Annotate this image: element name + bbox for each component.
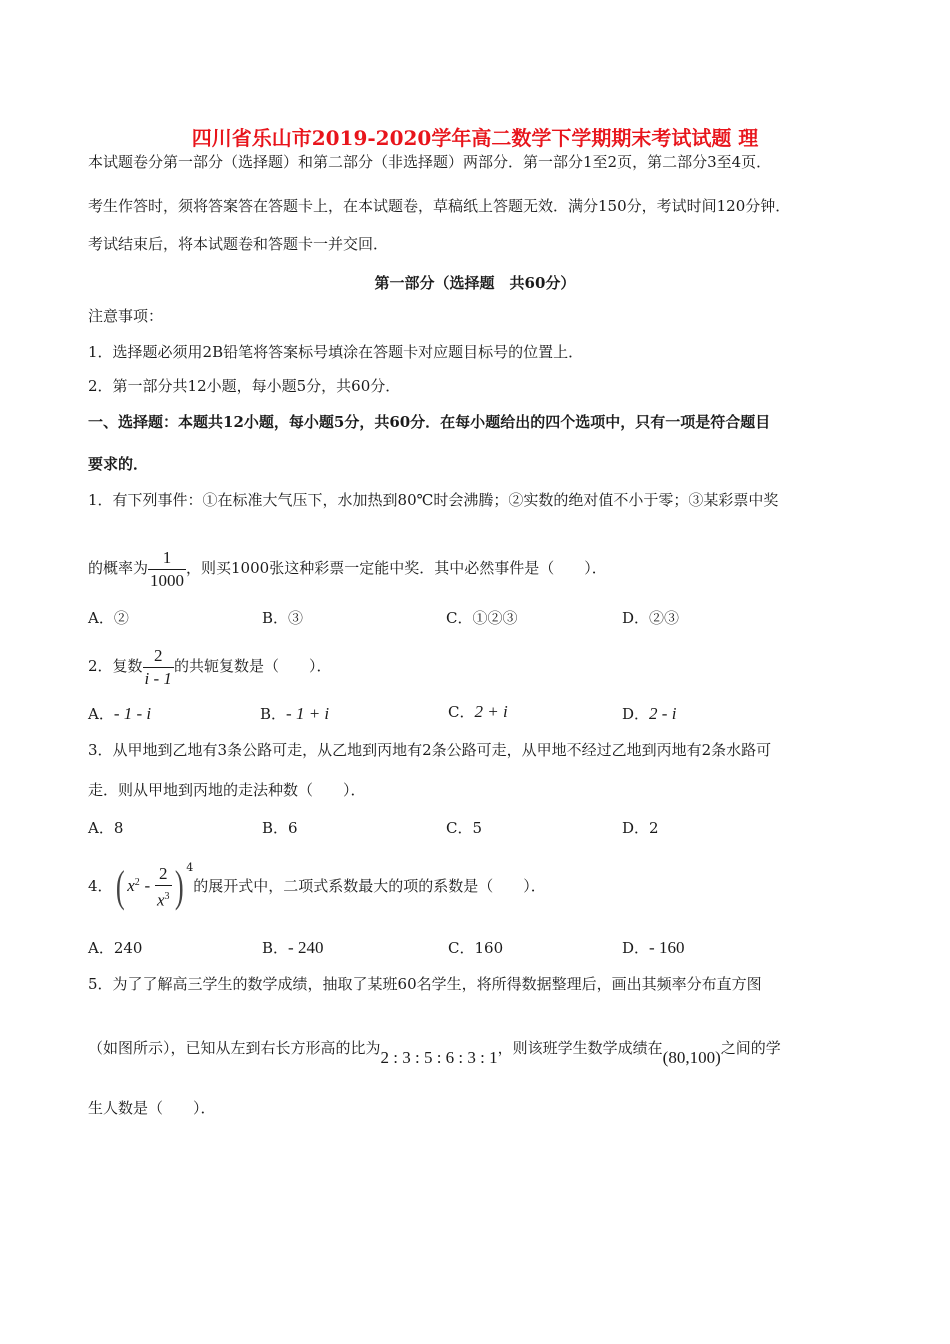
q2-option-d — [622, 704, 676, 724]
q2-post: 的共轭复数是（ ）． — [173, 657, 332, 675]
q3-option-a: A．8 — [88, 819, 124, 837]
q2-option-a-expr: - 1 - i — [113, 704, 152, 723]
q5-post: 之间的学 — [720, 1039, 781, 1057]
q1-line-2 — [88, 544, 607, 592]
q2-option-b-expr: - 1 + i — [286, 704, 330, 723]
q5-interval: (80,100) — [662, 1048, 721, 1067]
q4-x: x — [127, 876, 135, 895]
q2-option-d-expr: 2 - i — [649, 704, 677, 723]
q3-option-d: D．2 — [622, 819, 659, 837]
q4-square: 2 — [134, 877, 140, 888]
q4-line — [88, 852, 546, 917]
q2-line — [88, 642, 331, 690]
q4-option-a-expr: 240 — [113, 939, 143, 957]
q4-option-c — [448, 938, 503, 958]
q5-line-1: 5．为了了解高三学生的数学成绩，抽取了某班60名学生，将所得数据整理后，画出其频率分布直方图 — [88, 975, 762, 993]
q4-option-a — [88, 938, 142, 958]
q4-right-paren: ) — [174, 862, 184, 911]
q1-pre: 的概率为 — [88, 559, 149, 577]
intro-line-2: 考生作答时，须将答案答在答题卡上，在本试题卷，草稿纸上答题无效．满分150分，考试时间120分钟． — [88, 197, 791, 215]
q4-frac-den — [155, 885, 172, 912]
q4-fraction — [155, 863, 172, 912]
q1-option-b: B．③ — [262, 609, 304, 627]
q3-line-2: 走．则从甲地到丙地的走法种数（ ）． — [88, 781, 366, 799]
q4-option-b-label: B． — [262, 939, 289, 957]
q2-option-c-expr: 2 + i — [474, 702, 508, 721]
q1-frac-den: 1000 — [150, 570, 185, 590]
q2-frac-num: 2 — [153, 645, 163, 665]
q1-option-d: D．②③ — [622, 609, 680, 627]
part-heading-line-1: 一、选择题：本题共12小题，每小题5分，共60分．在每小题给出的四个选项中，只有一项是符合题目 — [88, 413, 771, 431]
q1-fraction — [148, 547, 186, 592]
q2-option-c-label: C． — [448, 703, 475, 721]
q5-pre: （如图所示），已知从左到右长方形高的比为 — [88, 1039, 381, 1057]
q5-mid: ，则该班学生数学成绩在 — [497, 1039, 663, 1057]
q4-option-b-expr: - 240 — [288, 938, 324, 957]
q1-option-c: C．①②③ — [446, 609, 518, 627]
intro-line-1: 本试题卷分第一部分（选择题）和第二部分（非选择题）两部分．第一部分1至2页，第二部分3至4页． — [88, 153, 772, 171]
q4-minus: - — [144, 876, 151, 895]
q4-option-c-label: C． — [448, 939, 475, 957]
q3-option-c: C．5 — [446, 819, 483, 837]
q2-option-a — [88, 704, 151, 724]
q1-option-a: A．② — [88, 609, 129, 627]
q4-option-d-expr: - 160 — [649, 938, 685, 957]
q4-power: 4 — [186, 861, 194, 874]
q4-option-a-label: A． — [88, 939, 114, 957]
notes-title: 注意事项： — [88, 307, 164, 325]
note-1: 1．选择题必须用2B铅笔将答案标号填涂在答题卡对应题目标号的位置上． — [88, 343, 584, 361]
q2-option-d-label: D． — [622, 705, 650, 723]
q2-option-b — [260, 704, 329, 724]
q2-option-c — [448, 702, 508, 722]
q3-option-b: B．6 — [262, 819, 298, 837]
section-title: 第一部分（选择题 共60分） — [374, 274, 576, 292]
part-heading-line-2: 要求的． — [88, 455, 149, 473]
q3-line-1: 3．从甲地到乙地有3条公路可走，从乙地到丙地有2条公路可走，从甲地不经过乙地到丙地有2条水路可 — [88, 741, 772, 759]
q4-frac-den-x: x — [156, 890, 165, 910]
note-2: 2．第一部分共12小题，每小题5分，共60分． — [88, 377, 401, 395]
q5-ratio: 2 : 3 : 5 : 6 : 3 : 1 — [380, 1048, 498, 1067]
q4-option-d — [622, 938, 684, 958]
q4-option-c-expr: 160 — [474, 939, 504, 957]
q1-line-1: 1．有下列事件：①在标准大气压下，水加热到80℃时会沸腾；②实数的绝对值不小于零；③某彩票中奖 — [88, 491, 779, 509]
q4-option-d-label: D． — [622, 939, 650, 957]
q2-frac-den: i - 1 — [144, 668, 172, 688]
q2-option-a-label: A． — [88, 705, 114, 723]
q1-frac-num: 1 — [162, 547, 172, 567]
q5-line-3: 生人数是（ ）． — [88, 1099, 216, 1117]
q4-post: 的展开式中，二项式系数最大的项的系数是（ ）． — [193, 877, 546, 895]
q1-post: ，则买1000张这种彩票一定能中奖．其中必然事件是（ ）． — [186, 559, 607, 577]
q4-left-paren: ( — [115, 862, 125, 911]
q4-option-b — [262, 938, 323, 958]
q2-pre: 2．复数 — [88, 657, 143, 675]
intro-line-3: 考试结束后，将本试题卷和答题卡一并交回． — [88, 235, 389, 253]
document-title: 四川省乐山市2019-2020学年高二数学下学期期末考试试题 理 — [191, 126, 759, 150]
q4-frac-num: 2 — [159, 863, 168, 883]
q4-cube: 3 — [164, 890, 170, 902]
q4-number: 4． — [88, 877, 113, 895]
q5-line-2 — [88, 1034, 781, 1067]
q2-fraction — [143, 645, 174, 690]
q2-option-b-label: B． — [260, 705, 287, 723]
